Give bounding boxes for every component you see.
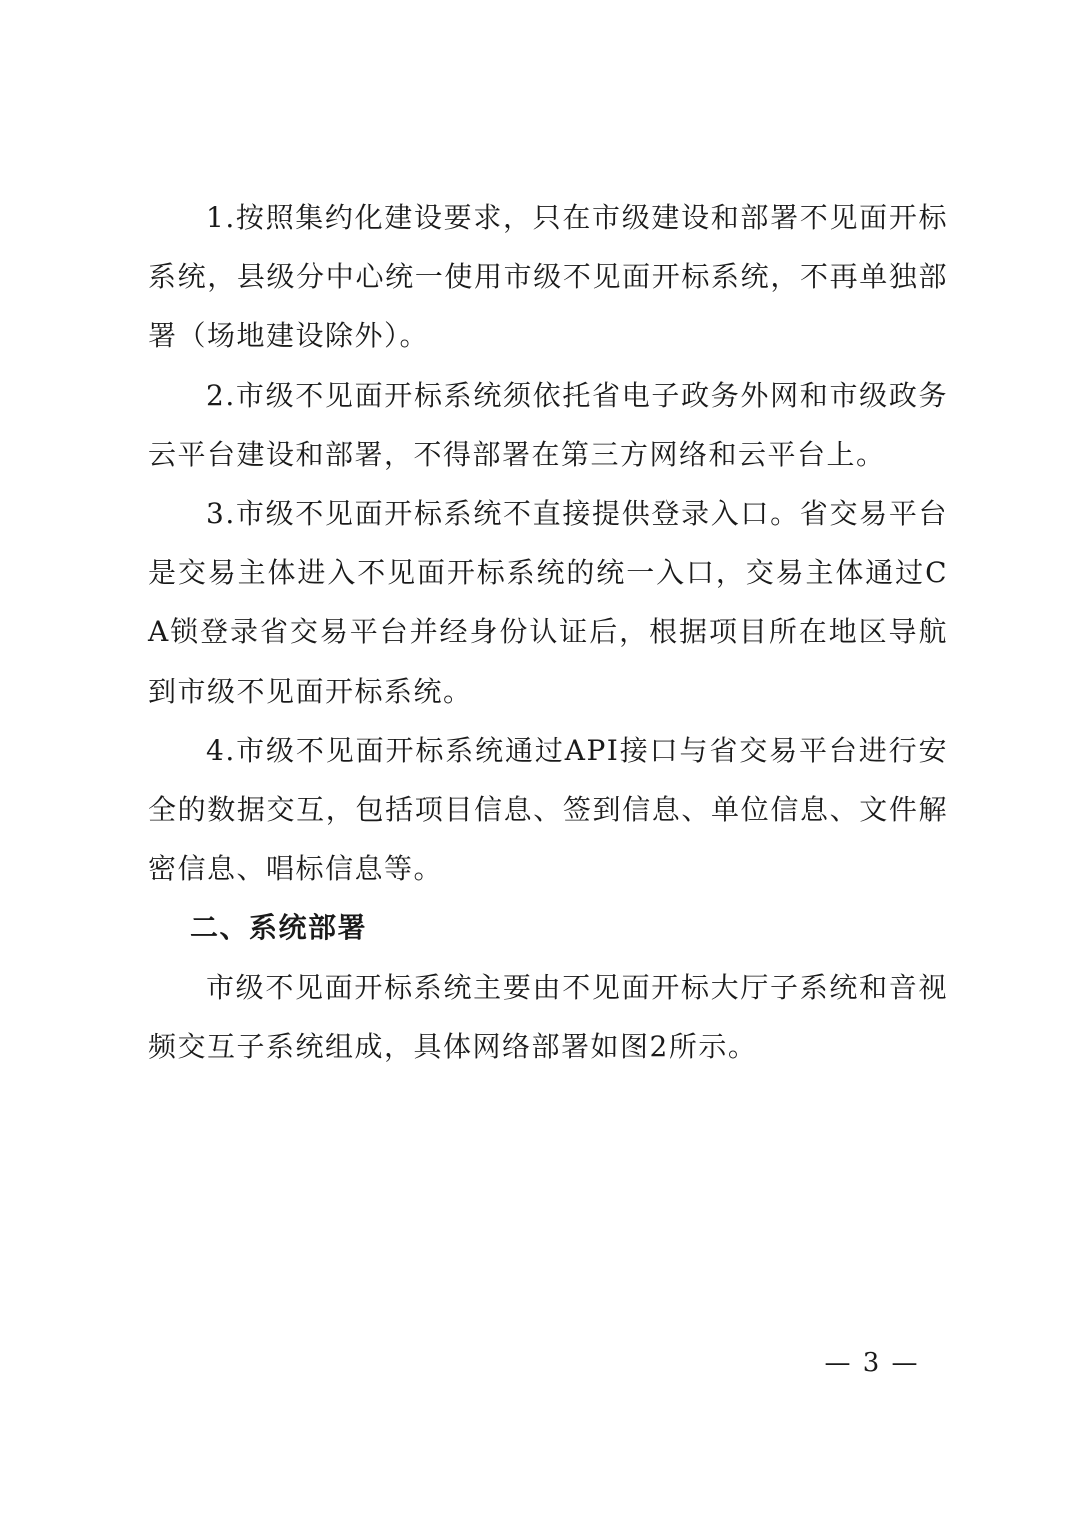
paragraph-1: 1.按照集约化建设要求，只在市级建设和部署不见面开标系统，县级分中心统一使用市级不见面开标系统，不再单独部署（场地建设除外）。 (148, 201, 948, 353)
document-body (148, 188, 948, 1076)
section-heading: 二、系统部署 (190, 911, 368, 945)
paragraph-3: 3.市级不见面开标系统不直接提供登录入口。省交易平台是交易主体进入不见面开标系统的统一入口，交易主体通过CA锁登录省交易平台并经身份认证后，根据项目所在地区导航到市级不见面开标系统。 (148, 497, 948, 708)
page-number: — 3 — (824, 1348, 920, 1378)
paragraph-2: 2.市级不见面开标系统须依托省电子政务外网和市级政务云平台建设和部署，不得部署在第三方网络和云平台上。 (148, 378, 948, 471)
section-paragraph: 市级不见面开标系统主要由不见面开标大厅子系统和音视频交互子系统组成，具体网络部署如图2所示。 (148, 970, 948, 1063)
paragraph-4: 4.市级不见面开标系统通过API接口与省交易平台进行安全的数据交互，包括项目信息、签到信息、单位信息、文件解密信息、唱标信息等。 (148, 733, 948, 886)
